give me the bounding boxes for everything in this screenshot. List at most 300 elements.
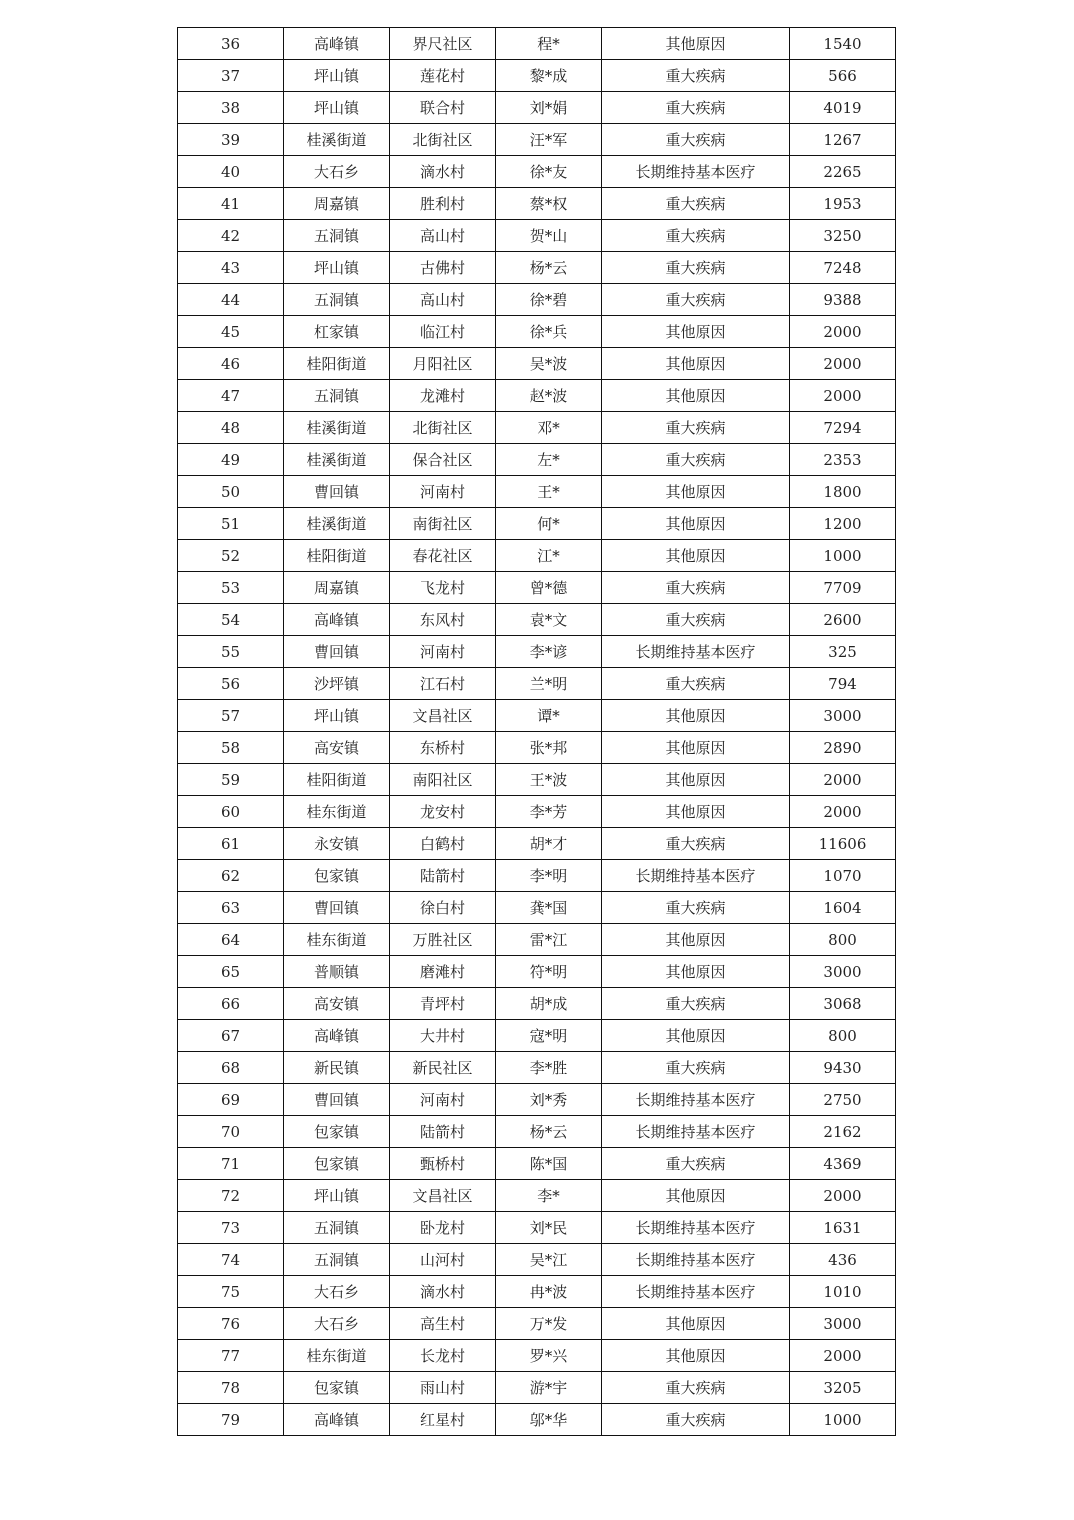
index-cell: 60 bbox=[178, 796, 284, 828]
name-cell: 符*明 bbox=[496, 956, 602, 988]
table-row bbox=[178, 860, 896, 892]
amount-cell: 1953 bbox=[790, 188, 896, 220]
amount-cell: 1010 bbox=[790, 1276, 896, 1308]
index-cell: 74 bbox=[178, 1244, 284, 1276]
table-row bbox=[178, 604, 896, 636]
table-row bbox=[178, 220, 896, 252]
index-cell: 78 bbox=[178, 1372, 284, 1404]
amount-cell: 2000 bbox=[790, 1180, 896, 1212]
index-cell: 54 bbox=[178, 604, 284, 636]
name-cell: 龚*国 bbox=[496, 892, 602, 924]
name-cell: 汪*军 bbox=[496, 124, 602, 156]
index-cell: 68 bbox=[178, 1052, 284, 1084]
amount-cell: 4019 bbox=[790, 92, 896, 124]
township-cell: 大石乡 bbox=[284, 1276, 390, 1308]
name-cell: 王*波 bbox=[496, 764, 602, 796]
table-row bbox=[178, 956, 896, 988]
village-cell: 联合村 bbox=[390, 92, 496, 124]
village-cell: 高生村 bbox=[390, 1308, 496, 1340]
index-cell: 59 bbox=[178, 764, 284, 796]
table-row bbox=[178, 284, 896, 316]
reason-cell: 重大疾病 bbox=[602, 92, 790, 124]
table-row bbox=[178, 348, 896, 380]
relief-table bbox=[177, 27, 896, 1436]
village-cell: 胜利村 bbox=[390, 188, 496, 220]
amount-cell: 1540 bbox=[790, 28, 896, 60]
name-cell: 吴*波 bbox=[496, 348, 602, 380]
township-cell: 永安镇 bbox=[284, 828, 390, 860]
reason-cell: 长期维持基本医疗 bbox=[602, 1212, 790, 1244]
reason-cell: 其他原因 bbox=[602, 1020, 790, 1052]
table-row bbox=[178, 1404, 896, 1436]
township-cell: 普顺镇 bbox=[284, 956, 390, 988]
reason-cell: 重大疾病 bbox=[602, 252, 790, 284]
amount-cell: 2000 bbox=[790, 1340, 896, 1372]
amount-cell: 3205 bbox=[790, 1372, 896, 1404]
village-cell: 北街社区 bbox=[390, 124, 496, 156]
table-row bbox=[178, 892, 896, 924]
table-row bbox=[178, 1180, 896, 1212]
name-cell: 徐*兵 bbox=[496, 316, 602, 348]
table-row bbox=[178, 732, 896, 764]
village-cell: 文昌社区 bbox=[390, 1180, 496, 1212]
township-cell: 大石乡 bbox=[284, 1308, 390, 1340]
township-cell: 新民镇 bbox=[284, 1052, 390, 1084]
table-row bbox=[178, 988, 896, 1020]
township-cell: 桂溪街道 bbox=[284, 444, 390, 476]
table-row bbox=[178, 124, 896, 156]
table-row bbox=[178, 700, 896, 732]
index-cell: 52 bbox=[178, 540, 284, 572]
amount-cell: 4369 bbox=[790, 1148, 896, 1180]
table-row bbox=[178, 924, 896, 956]
amount-cell: 794 bbox=[790, 668, 896, 700]
township-cell: 杠家镇 bbox=[284, 316, 390, 348]
village-cell: 万胜社区 bbox=[390, 924, 496, 956]
township-cell: 坪山镇 bbox=[284, 252, 390, 284]
village-cell: 红星村 bbox=[390, 1404, 496, 1436]
township-cell: 大石乡 bbox=[284, 156, 390, 188]
amount-cell: 325 bbox=[790, 636, 896, 668]
reason-cell: 长期维持基本医疗 bbox=[602, 1116, 790, 1148]
index-cell: 70 bbox=[178, 1116, 284, 1148]
village-cell: 陆箭村 bbox=[390, 860, 496, 892]
name-cell: 胡*成 bbox=[496, 988, 602, 1020]
village-cell: 江石村 bbox=[390, 668, 496, 700]
index-cell: 47 bbox=[178, 380, 284, 412]
reason-cell: 长期维持基本医疗 bbox=[602, 1276, 790, 1308]
index-cell: 75 bbox=[178, 1276, 284, 1308]
table-row bbox=[178, 60, 896, 92]
township-cell: 高峰镇 bbox=[284, 604, 390, 636]
index-cell: 49 bbox=[178, 444, 284, 476]
index-cell: 79 bbox=[178, 1404, 284, 1436]
amount-cell: 2600 bbox=[790, 604, 896, 636]
amount-cell: 800 bbox=[790, 1020, 896, 1052]
reason-cell: 重大疾病 bbox=[602, 444, 790, 476]
amount-cell: 3000 bbox=[790, 1308, 896, 1340]
index-cell: 73 bbox=[178, 1212, 284, 1244]
name-cell: 刘*民 bbox=[496, 1212, 602, 1244]
amount-cell: 7248 bbox=[790, 252, 896, 284]
village-cell: 春花社区 bbox=[390, 540, 496, 572]
name-cell: 左* bbox=[496, 444, 602, 476]
amount-cell: 1267 bbox=[790, 124, 896, 156]
name-cell: 程* bbox=[496, 28, 602, 60]
amount-cell: 2265 bbox=[790, 156, 896, 188]
village-cell: 古佛村 bbox=[390, 252, 496, 284]
table-row bbox=[178, 1148, 896, 1180]
amount-cell: 7294 bbox=[790, 412, 896, 444]
index-cell: 57 bbox=[178, 700, 284, 732]
reason-cell: 重大疾病 bbox=[602, 1372, 790, 1404]
reason-cell: 其他原因 bbox=[602, 732, 790, 764]
table-row bbox=[178, 444, 896, 476]
reason-cell: 重大疾病 bbox=[602, 284, 790, 316]
index-cell: 48 bbox=[178, 412, 284, 444]
name-cell: 李*明 bbox=[496, 860, 602, 892]
village-cell: 莲花村 bbox=[390, 60, 496, 92]
amount-cell: 2890 bbox=[790, 732, 896, 764]
name-cell: 兰*明 bbox=[496, 668, 602, 700]
name-cell: 李* bbox=[496, 1180, 602, 1212]
reason-cell: 其他原因 bbox=[602, 540, 790, 572]
reason-cell: 其他原因 bbox=[602, 700, 790, 732]
table-row bbox=[178, 1020, 896, 1052]
village-cell: 保合社区 bbox=[390, 444, 496, 476]
township-cell: 包家镇 bbox=[284, 1116, 390, 1148]
reason-cell: 重大疾病 bbox=[602, 988, 790, 1020]
index-cell: 39 bbox=[178, 124, 284, 156]
township-cell: 包家镇 bbox=[284, 1148, 390, 1180]
township-cell: 五洞镇 bbox=[284, 284, 390, 316]
village-cell: 高山村 bbox=[390, 284, 496, 316]
township-cell: 坪山镇 bbox=[284, 92, 390, 124]
reason-cell: 其他原因 bbox=[602, 28, 790, 60]
name-cell: 刘*娟 bbox=[496, 92, 602, 124]
township-cell: 高安镇 bbox=[284, 988, 390, 1020]
township-cell: 桂东街道 bbox=[284, 796, 390, 828]
village-cell: 月阳社区 bbox=[390, 348, 496, 380]
village-cell: 大井村 bbox=[390, 1020, 496, 1052]
index-cell: 65 bbox=[178, 956, 284, 988]
name-cell: 胡*才 bbox=[496, 828, 602, 860]
name-cell: 袁*文 bbox=[496, 604, 602, 636]
name-cell: 王* bbox=[496, 476, 602, 508]
name-cell: 冉*波 bbox=[496, 1276, 602, 1308]
village-cell: 南街社区 bbox=[390, 508, 496, 540]
township-cell: 高安镇 bbox=[284, 732, 390, 764]
reason-cell: 其他原因 bbox=[602, 796, 790, 828]
reason-cell: 其他原因 bbox=[602, 348, 790, 380]
table-row bbox=[178, 1372, 896, 1404]
township-cell: 桂溪街道 bbox=[284, 508, 390, 540]
amount-cell: 1000 bbox=[790, 1404, 896, 1436]
index-cell: 38 bbox=[178, 92, 284, 124]
table-row bbox=[178, 156, 896, 188]
reason-cell: 长期维持基本医疗 bbox=[602, 1084, 790, 1116]
reason-cell: 重大疾病 bbox=[602, 1052, 790, 1084]
reason-cell: 其他原因 bbox=[602, 956, 790, 988]
reason-cell: 其他原因 bbox=[602, 1308, 790, 1340]
name-cell: 李*胜 bbox=[496, 1052, 602, 1084]
village-cell: 高山村 bbox=[390, 220, 496, 252]
amount-cell: 1070 bbox=[790, 860, 896, 892]
reason-cell: 重大疾病 bbox=[602, 572, 790, 604]
reason-cell: 长期维持基本医疗 bbox=[602, 860, 790, 892]
reason-cell: 重大疾病 bbox=[602, 1404, 790, 1436]
township-cell: 高峰镇 bbox=[284, 1020, 390, 1052]
township-cell: 高峰镇 bbox=[284, 28, 390, 60]
name-cell: 雷*江 bbox=[496, 924, 602, 956]
name-cell: 寇*明 bbox=[496, 1020, 602, 1052]
village-cell: 长龙村 bbox=[390, 1340, 496, 1372]
name-cell: 杨*云 bbox=[496, 252, 602, 284]
table-row bbox=[178, 668, 896, 700]
index-cell: 45 bbox=[178, 316, 284, 348]
table-row bbox=[178, 1340, 896, 1372]
village-cell: 河南村 bbox=[390, 636, 496, 668]
village-cell: 陆箭村 bbox=[390, 1116, 496, 1148]
village-cell: 甄桥村 bbox=[390, 1148, 496, 1180]
amount-cell: 9388 bbox=[790, 284, 896, 316]
amount-cell: 2000 bbox=[790, 316, 896, 348]
village-cell: 青坪村 bbox=[390, 988, 496, 1020]
township-cell: 桂溪街道 bbox=[284, 412, 390, 444]
table-row bbox=[178, 1052, 896, 1084]
amount-cell: 1631 bbox=[790, 1212, 896, 1244]
index-cell: 55 bbox=[178, 636, 284, 668]
township-cell: 曹回镇 bbox=[284, 892, 390, 924]
index-cell: 58 bbox=[178, 732, 284, 764]
name-cell: 何* bbox=[496, 508, 602, 540]
amount-cell: 3250 bbox=[790, 220, 896, 252]
village-cell: 雨山村 bbox=[390, 1372, 496, 1404]
township-cell: 曹回镇 bbox=[284, 476, 390, 508]
reason-cell: 其他原因 bbox=[602, 1340, 790, 1372]
village-cell: 龙安村 bbox=[390, 796, 496, 828]
village-cell: 东桥村 bbox=[390, 732, 496, 764]
index-cell: 51 bbox=[178, 508, 284, 540]
name-cell: 江* bbox=[496, 540, 602, 572]
name-cell: 吴*江 bbox=[496, 1244, 602, 1276]
table-row bbox=[178, 1276, 896, 1308]
village-cell: 东风村 bbox=[390, 604, 496, 636]
name-cell: 李*芳 bbox=[496, 796, 602, 828]
table-row bbox=[178, 1116, 896, 1148]
amount-cell: 800 bbox=[790, 924, 896, 956]
amount-cell: 2162 bbox=[790, 1116, 896, 1148]
name-cell: 杨*云 bbox=[496, 1116, 602, 1148]
township-cell: 桂阳街道 bbox=[284, 764, 390, 796]
name-cell: 黎*成 bbox=[496, 60, 602, 92]
index-cell: 72 bbox=[178, 1180, 284, 1212]
table-row bbox=[178, 636, 896, 668]
reason-cell: 重大疾病 bbox=[602, 1148, 790, 1180]
name-cell: 徐*碧 bbox=[496, 284, 602, 316]
table-row bbox=[178, 572, 896, 604]
name-cell: 张*邦 bbox=[496, 732, 602, 764]
table-row bbox=[178, 828, 896, 860]
township-cell: 坪山镇 bbox=[284, 700, 390, 732]
table-row bbox=[178, 476, 896, 508]
reason-cell: 其他原因 bbox=[602, 508, 790, 540]
table-row bbox=[178, 188, 896, 220]
name-cell: 陈*国 bbox=[496, 1148, 602, 1180]
index-cell: 44 bbox=[178, 284, 284, 316]
name-cell: 刘*秀 bbox=[496, 1084, 602, 1116]
index-cell: 41 bbox=[178, 188, 284, 220]
amount-cell: 9430 bbox=[790, 1052, 896, 1084]
village-cell: 界尺社区 bbox=[390, 28, 496, 60]
index-cell: 50 bbox=[178, 476, 284, 508]
index-cell: 63 bbox=[178, 892, 284, 924]
amount-cell: 3000 bbox=[790, 956, 896, 988]
name-cell: 贺*山 bbox=[496, 220, 602, 252]
name-cell: 蔡*权 bbox=[496, 188, 602, 220]
township-cell: 曹回镇 bbox=[284, 1084, 390, 1116]
table-row bbox=[178, 380, 896, 412]
index-cell: 36 bbox=[178, 28, 284, 60]
village-cell: 河南村 bbox=[390, 476, 496, 508]
reason-cell: 重大疾病 bbox=[602, 220, 790, 252]
village-cell: 河南村 bbox=[390, 1084, 496, 1116]
index-cell: 71 bbox=[178, 1148, 284, 1180]
township-cell: 五洞镇 bbox=[284, 1244, 390, 1276]
name-cell: 游*宇 bbox=[496, 1372, 602, 1404]
reason-cell: 重大疾病 bbox=[602, 60, 790, 92]
index-cell: 61 bbox=[178, 828, 284, 860]
village-cell: 文昌社区 bbox=[390, 700, 496, 732]
index-cell: 64 bbox=[178, 924, 284, 956]
name-cell: 邓* bbox=[496, 412, 602, 444]
index-cell: 62 bbox=[178, 860, 284, 892]
village-cell: 徐白村 bbox=[390, 892, 496, 924]
village-cell: 临江村 bbox=[390, 316, 496, 348]
township-cell: 曹回镇 bbox=[284, 636, 390, 668]
village-cell: 滴水村 bbox=[390, 156, 496, 188]
village-cell: 北街社区 bbox=[390, 412, 496, 444]
index-cell: 56 bbox=[178, 668, 284, 700]
name-cell: 谭* bbox=[496, 700, 602, 732]
village-cell: 卧龙村 bbox=[390, 1212, 496, 1244]
amount-cell: 2750 bbox=[790, 1084, 896, 1116]
township-cell: 桂溪街道 bbox=[284, 124, 390, 156]
table-row bbox=[178, 1308, 896, 1340]
reason-cell: 重大疾病 bbox=[602, 828, 790, 860]
reason-cell: 重大疾病 bbox=[602, 668, 790, 700]
township-cell: 周嘉镇 bbox=[284, 572, 390, 604]
reason-cell: 长期维持基本医疗 bbox=[602, 636, 790, 668]
name-cell: 罗*兴 bbox=[496, 1340, 602, 1372]
township-cell: 五洞镇 bbox=[284, 220, 390, 252]
index-cell: 76 bbox=[178, 1308, 284, 1340]
amount-cell: 11606 bbox=[790, 828, 896, 860]
name-cell: 邬*华 bbox=[496, 1404, 602, 1436]
reason-cell: 重大疾病 bbox=[602, 188, 790, 220]
reason-cell: 其他原因 bbox=[602, 764, 790, 796]
amount-cell: 1000 bbox=[790, 540, 896, 572]
township-cell: 五洞镇 bbox=[284, 1212, 390, 1244]
village-cell: 滴水村 bbox=[390, 1276, 496, 1308]
reason-cell: 重大疾病 bbox=[602, 124, 790, 156]
village-cell: 磨滩村 bbox=[390, 956, 496, 988]
table-row bbox=[178, 508, 896, 540]
table-row bbox=[178, 28, 896, 60]
reason-cell: 重大疾病 bbox=[602, 892, 790, 924]
township-cell: 沙坪镇 bbox=[284, 668, 390, 700]
index-cell: 40 bbox=[178, 156, 284, 188]
amount-cell: 1604 bbox=[790, 892, 896, 924]
reason-cell: 其他原因 bbox=[602, 380, 790, 412]
amount-cell: 2000 bbox=[790, 380, 896, 412]
reason-cell: 其他原因 bbox=[602, 316, 790, 348]
table-row bbox=[178, 796, 896, 828]
township-cell: 桂阳街道 bbox=[284, 348, 390, 380]
reason-cell: 其他原因 bbox=[602, 1180, 790, 1212]
index-cell: 66 bbox=[178, 988, 284, 1020]
township-cell: 坪山镇 bbox=[284, 1180, 390, 1212]
reason-cell: 其他原因 bbox=[602, 924, 790, 956]
amount-cell: 1200 bbox=[790, 508, 896, 540]
amount-cell: 7709 bbox=[790, 572, 896, 604]
village-cell: 飞龙村 bbox=[390, 572, 496, 604]
township-cell: 包家镇 bbox=[284, 860, 390, 892]
township-cell: 桂东街道 bbox=[284, 924, 390, 956]
township-cell: 周嘉镇 bbox=[284, 188, 390, 220]
village-cell: 南阳社区 bbox=[390, 764, 496, 796]
amount-cell: 1800 bbox=[790, 476, 896, 508]
village-cell: 山河村 bbox=[390, 1244, 496, 1276]
table-row bbox=[178, 412, 896, 444]
table-row bbox=[178, 252, 896, 284]
name-cell: 赵*波 bbox=[496, 380, 602, 412]
amount-cell: 2000 bbox=[790, 796, 896, 828]
amount-cell: 3068 bbox=[790, 988, 896, 1020]
index-cell: 67 bbox=[178, 1020, 284, 1052]
township-cell: 桂东街道 bbox=[284, 1340, 390, 1372]
name-cell: 曾*德 bbox=[496, 572, 602, 604]
amount-cell: 2353 bbox=[790, 444, 896, 476]
township-cell: 坪山镇 bbox=[284, 60, 390, 92]
name-cell: 李*谚 bbox=[496, 636, 602, 668]
index-cell: 37 bbox=[178, 60, 284, 92]
township-cell: 桂阳街道 bbox=[284, 540, 390, 572]
amount-cell: 2000 bbox=[790, 764, 896, 796]
amount-cell: 566 bbox=[790, 60, 896, 92]
table-row bbox=[178, 540, 896, 572]
index-cell: 53 bbox=[178, 572, 284, 604]
village-cell: 新民社区 bbox=[390, 1052, 496, 1084]
township-cell: 包家镇 bbox=[284, 1372, 390, 1404]
index-cell: 43 bbox=[178, 252, 284, 284]
index-cell: 77 bbox=[178, 1340, 284, 1372]
amount-cell: 3000 bbox=[790, 700, 896, 732]
index-cell: 69 bbox=[178, 1084, 284, 1116]
township-cell: 五洞镇 bbox=[284, 380, 390, 412]
amount-cell: 2000 bbox=[790, 348, 896, 380]
table-body bbox=[178, 28, 896, 1436]
amount-cell: 436 bbox=[790, 1244, 896, 1276]
village-cell: 白鹤村 bbox=[390, 828, 496, 860]
table-row bbox=[178, 316, 896, 348]
table-row bbox=[178, 1244, 896, 1276]
index-cell: 46 bbox=[178, 348, 284, 380]
township-cell: 高峰镇 bbox=[284, 1404, 390, 1436]
reason-cell: 长期维持基本医疗 bbox=[602, 156, 790, 188]
reason-cell: 长期维持基本医疗 bbox=[602, 1244, 790, 1276]
table-row bbox=[178, 764, 896, 796]
